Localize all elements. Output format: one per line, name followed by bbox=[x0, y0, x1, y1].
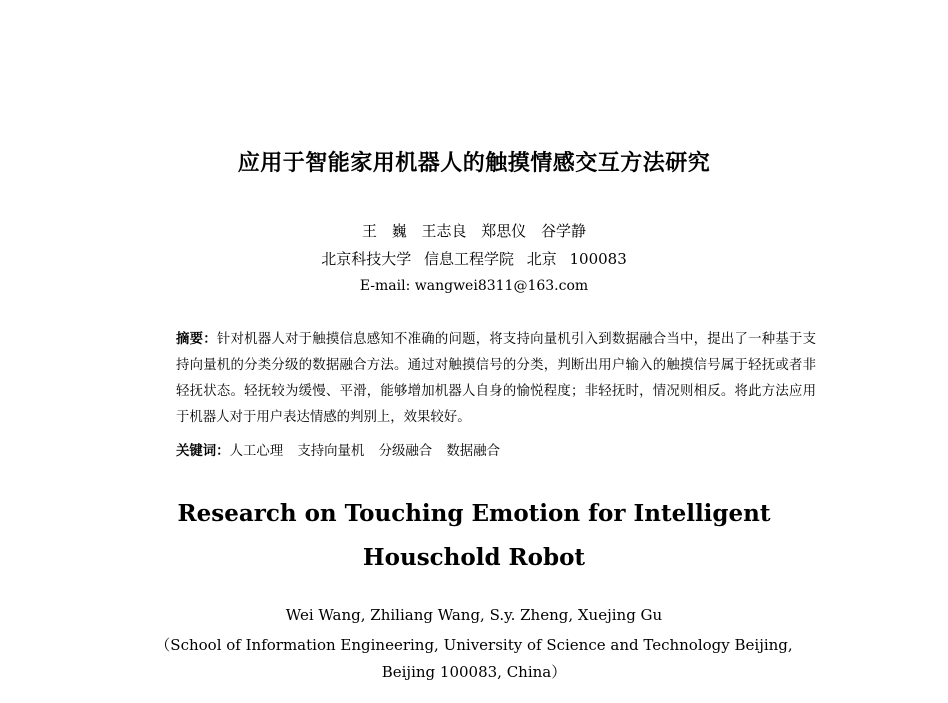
english-title-line1: Research on Touching Emotion for Intelligent bbox=[177, 500, 771, 527]
chinese-keywords bbox=[176, 440, 500, 459]
english-authors: Wei Wang, Zhiliang Wang, S.y. Zheng, Xuejing Gu bbox=[285, 606, 663, 624]
abstract-text: 针对机器人对于触摸信息感知不准确的问题，将支持向量机引入到数据融合当中，提出了一种基于支持向量机的分类分级的数据融合方法。通过对触摸信号的分类，判断出用户输入的触摸信号属于轻抚或者非轻抚状态。轻抚较为缓慢、平滑，能够增加机器人自身的愉悦程度；非轻抚时，情况则相反。将此方法应用于机器人对于用户表达情感的判别上，效果较好。 bbox=[176, 332, 817, 425]
chinese-abstract bbox=[176, 326, 816, 431]
chinese-authors: 王 巍 王志良 郑思仪 谷学静 bbox=[361, 222, 587, 240]
english-title-line2: Houschold Robot bbox=[362, 544, 586, 571]
english-affiliation-line1: （School of Information Engineering, University of Science and Technology Beijing, bbox=[155, 636, 793, 654]
chinese-title: 应用于智能家用机器人的触摸情感交互方法研究 bbox=[237, 151, 711, 176]
author-email: E-mail: wangwei8311@163.com bbox=[359, 278, 589, 294]
keywords-text: 人工心理 支持向量机 分级融合 数据融合 bbox=[229, 444, 500, 459]
abstract-label: 摘要： bbox=[176, 331, 217, 347]
keywords-label: 关键词： bbox=[176, 443, 230, 459]
english-affiliation-line2: Beijing 100083, China） bbox=[381, 663, 567, 681]
chinese-affiliation: 北京科技大学 信息工程学院 北京 100083 bbox=[321, 250, 627, 268]
